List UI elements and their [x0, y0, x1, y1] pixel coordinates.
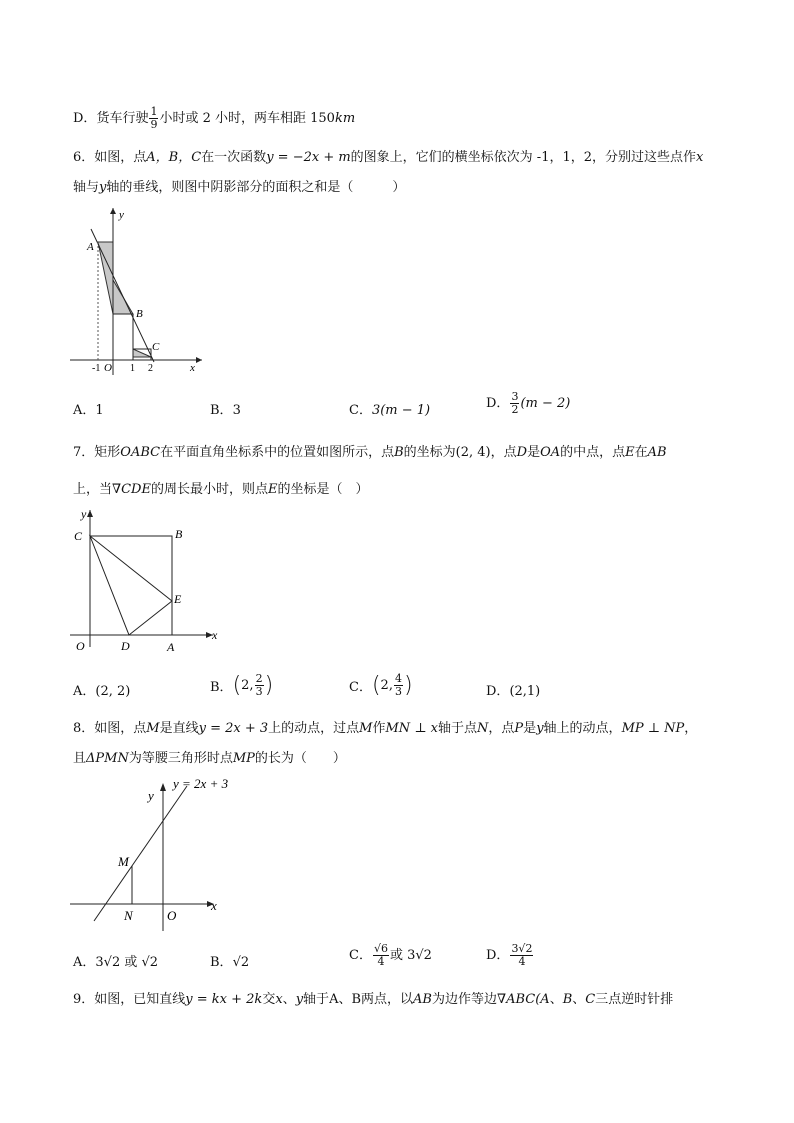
- point-a-label: A: [87, 241, 94, 253]
- point-c-label: C: [152, 341, 160, 353]
- x-label: x: [190, 362, 195, 374]
- triangle-cde: [90, 536, 172, 635]
- q8-option-a[interactable]: A．3√2 或 √2: [73, 955, 159, 970]
- function-line: [91, 229, 154, 362]
- tick-1: 1: [130, 363, 135, 374]
- point-e-label: E: [174, 592, 182, 606]
- q6-option-c[interactable]: C．3(m − 1): [349, 403, 431, 418]
- q7-figure: [70, 505, 230, 657]
- q6-option-a[interactable]: A．1: [73, 403, 104, 418]
- y-label: y: [148, 788, 154, 803]
- option-text: 货车行驶: [96, 111, 149, 126]
- point-b-label: B: [175, 527, 183, 541]
- q8-option-d[interactable]: D． $\frac{3√2}{4}$: [486, 942, 533, 968]
- q8-figure: [70, 773, 230, 933]
- point-a-label: A: [167, 640, 175, 654]
- q5-option-d: [73, 106, 355, 131]
- q6-option-d[interactable]: D． $\frac{3}{2}$ (m − 2): [486, 390, 571, 416]
- tick-minus1: -1: [92, 363, 101, 374]
- q8-stem-line2: 且ΔPMN为等腰三角形时点MP的长为（ ）: [73, 751, 346, 766]
- q9-stem-line1: 9．如图，已知直线y = kx + 2k交x、y轴于A、B两点，以AB为边作等边∇ABC(A、B、C三点逆时针排: [73, 992, 674, 1007]
- q6-stem-line2: 轴与y轴的垂线，则图中阴影部分的面积之和是（ ）: [73, 180, 406, 195]
- q7-stem-line2: 上，当∇CDE的周长最小时，则点E的坐标是（ ）: [73, 482, 369, 497]
- q8-stem-line1: 8．如图，点M是直线y = 2x + 3上的动点，过点M作MN ⊥ x轴于点N，点P是y轴上的动点，MP ⊥ NP，: [73, 721, 698, 736]
- rectangle: [90, 536, 172, 635]
- q6-option-b[interactable]: B．3: [210, 403, 241, 418]
- q7-stem-line1: 7．矩形OABC在平面直角坐标系中的位置如图所示，点B的坐标为(2, 4)，点D是OA的中点，点E在AB: [73, 445, 667, 460]
- q7-option-a[interactable]: A．(2, 2): [73, 684, 131, 699]
- q6-figure: [70, 205, 210, 375]
- point-d-label: D: [121, 639, 130, 653]
- fraction: $\frac{1}{9}$: [150, 105, 158, 131]
- origin-label: O: [76, 639, 85, 653]
- q7-option-c[interactable]: C．(2, $\frac{4}{3}$ ): [349, 672, 413, 698]
- q6-stem-line1: 6．如图，点A，B，C在一次函数y = −2x + m的图象上，它们的横坐标依次为 -1，1，2，分别过这些点作x: [73, 150, 704, 165]
- function-line: [94, 786, 187, 921]
- line-equation: y = 2x + 3: [173, 776, 229, 791]
- tick-2: 2: [148, 363, 153, 374]
- point-n-label: N: [124, 908, 133, 923]
- unit: km: [334, 111, 356, 126]
- point-m-label: M: [118, 854, 129, 869]
- x-label: x: [211, 898, 217, 913]
- y-label: y: [119, 209, 124, 221]
- option-text: 小时或 2 小时，两车相距 150: [159, 111, 335, 126]
- x-label: x: [212, 628, 218, 642]
- point-b-label: B: [136, 308, 143, 320]
- option-label: D．: [73, 111, 97, 126]
- origin-label: O: [167, 908, 177, 923]
- origin-label: O: [104, 362, 112, 374]
- q8-option-c[interactable]: C． $\frac{√6}{4}$ 或 3√2: [349, 942, 432, 968]
- q7-option-d[interactable]: D．(2,1): [486, 684, 541, 699]
- y-label: y: [81, 507, 87, 521]
- point-c-label: C: [74, 529, 83, 543]
- q8-option-b[interactable]: B．√2: [210, 955, 250, 970]
- q7-option-b[interactable]: B．(2, $\frac{2}{3}$ ): [210, 672, 274, 698]
